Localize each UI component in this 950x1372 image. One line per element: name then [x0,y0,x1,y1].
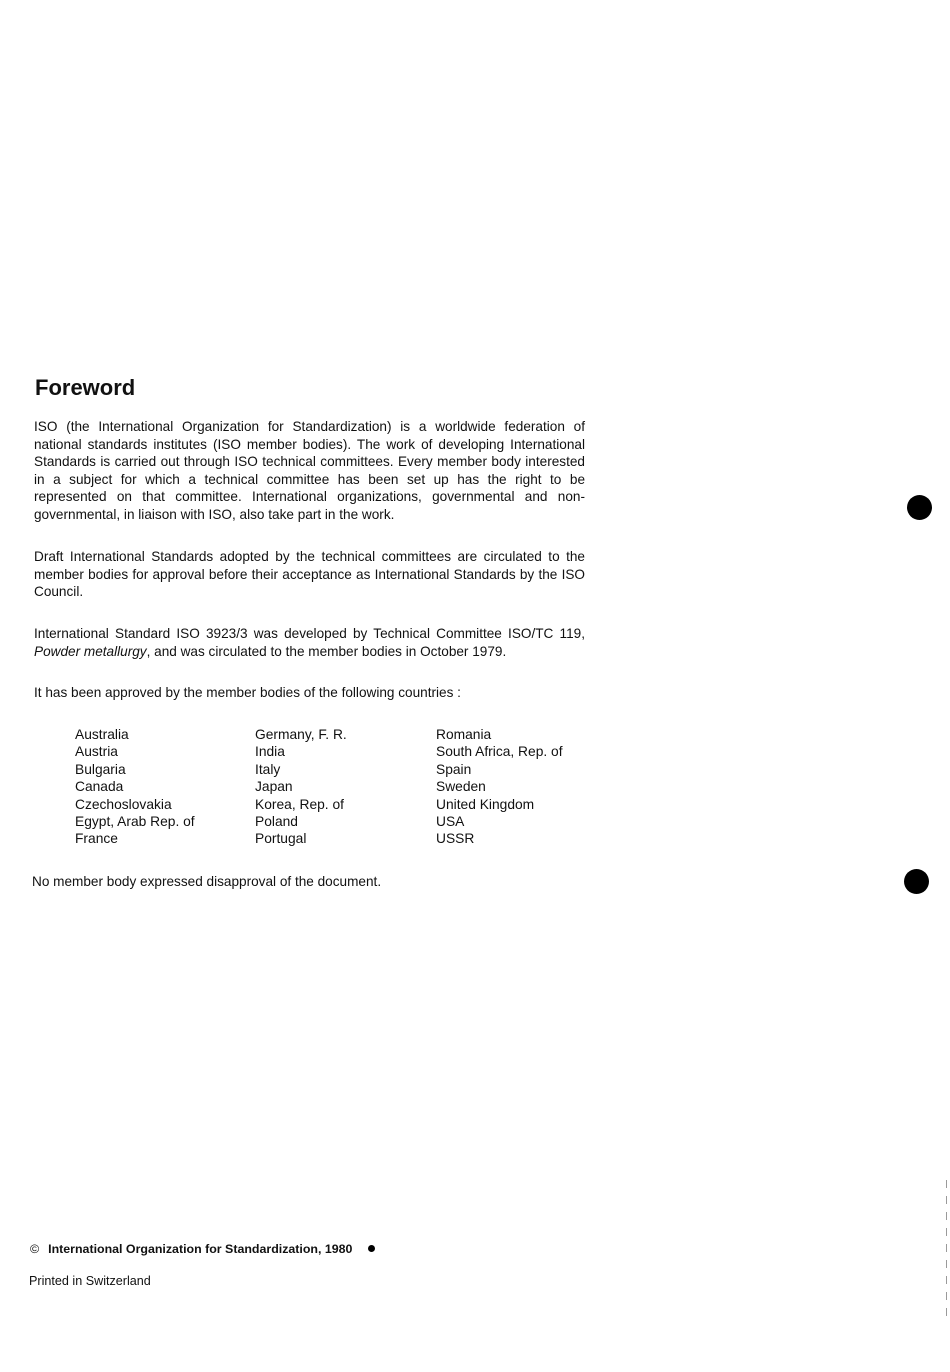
standard-subject: Powder metallurgy [34,643,147,659]
countries-column-1 [75,726,195,848]
binding-hole-mark-upper [907,495,932,520]
countries-column-2 [255,726,347,848]
bullet-dot-icon [368,1245,375,1252]
circulation-text: , and was circulated to the member bodies in October 1979. [146,643,507,659]
list-item: Austria [75,744,118,760]
list-item: Korea, Rep. of [255,796,344,812]
list-item: USSR [436,831,475,847]
list-item: Italy [255,761,281,777]
list-item: Canada [75,779,124,795]
list-item: Bulgaria [75,761,126,777]
list-item: Egypt, Arab Rep. of [75,814,195,830]
list-item: India [255,744,285,760]
foreword-paragraph-4: It has been approved by the member bodies of the following countries : [34,685,461,700]
countries-column-3 [436,726,563,848]
copyright-icon: © [30,1242,40,1256]
standard-development-text: International Standard ISO 3923/3 was developed by Technical Committee ISO/TC 119, [34,626,585,641]
list-item: Japan [255,779,293,795]
list-item: Portugal [255,831,307,847]
list-item: France [75,831,118,847]
foreword-paragraph-2: Draft International Standards adopted by the technical committees are circulated to the member bodies for approval before their acceptance as International Standards by the ISO Council. [34,549,585,600]
foreword-paragraph-1: ISO (the International Organization for Standardization) is a worldwide federation of national standards institutes (ISO member bodies). The work of developing International Standards is carried out through ISO technical committees. Every member body interested in a subject for which a technical committee has been set up has the right to be represented on that committee. International organizations, governmental and non-governmental, in liaison with ISO, also take part in the work. [34,419,585,522]
list-item: Romania [436,727,492,742]
foreword-paragraph-5: No member body expressed disapproval of the document. [32,874,382,889]
binding-hole-mark-lower [904,869,929,894]
approving-countries-list [75,726,595,848]
copyright-text: International Organization for Standardization, 1980 [48,1242,353,1256]
list-item: USA [436,814,465,830]
foreword-paragraph-3 [34,625,585,660]
page-title: Foreword [35,375,136,400]
page-edge-scan-mark [946,1180,947,1320]
list-item: South Africa, Rep. of [436,744,563,760]
list-item: Germany, F. R. [255,727,347,742]
list-item: Sweden [436,779,486,795]
list-item: Czechoslovakia [75,796,172,812]
printed-location: Printed in Switzerland [29,1274,151,1288]
list-item: Australia [75,727,129,742]
list-item: United Kingdom [436,796,535,812]
list-item: Poland [255,814,298,830]
list-item: Spain [436,761,472,777]
copyright-line [30,1241,375,1257]
